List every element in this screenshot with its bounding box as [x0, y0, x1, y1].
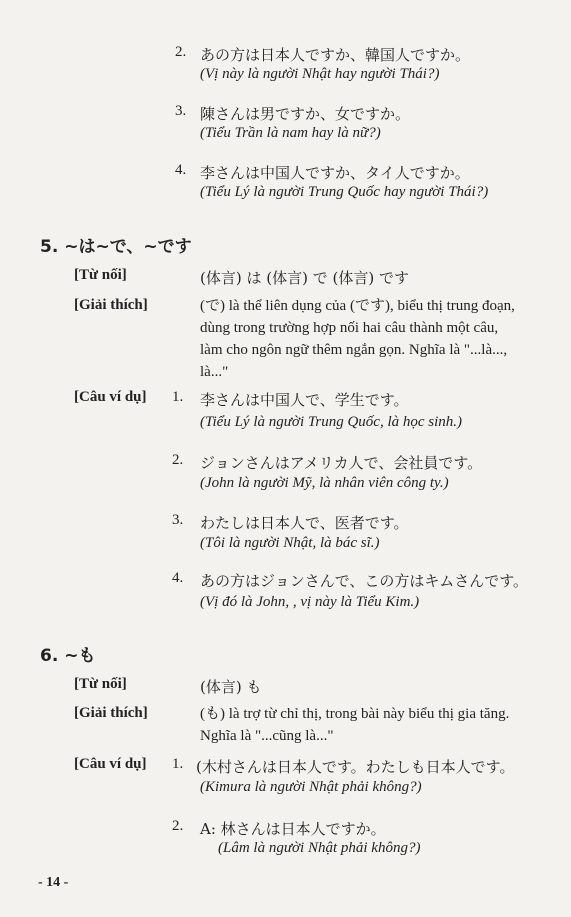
example-japanese: わたしは日本人で、医者です。 — [200, 514, 409, 532]
tu-noi-value: (体言) も — [200, 678, 262, 696]
explanation-line: Nghĩa là "...cũng là..." — [200, 728, 334, 744]
example-number: 1. — [172, 756, 184, 772]
example-translation: (Vị này là người Nhật hay người Thái?) — [200, 66, 440, 82]
explanation-line: (も) là trợ từ chỉ thị, trong bài này biểu thị gia tăng. — [200, 706, 510, 722]
cau-vi-du-label: [Câu ví dụ] — [74, 389, 147, 405]
example-number: 4. — [172, 570, 184, 586]
example-number: 3. — [172, 512, 184, 528]
example-japanese: 李さんは中国人で、学生です。 — [200, 391, 409, 409]
example-number: 2. — [175, 44, 187, 60]
example-number: 2. — [172, 452, 184, 468]
example-japanese: (木村さんは日本人です。わたしも日本人です。 — [196, 758, 515, 776]
example-translation: (Tiểu Lý là người Trung Quốc hay người Thái?) — [200, 184, 489, 200]
example-japanese: A: 林さんは日本人ですか。 — [200, 820, 386, 838]
example-number: 2. — [172, 818, 184, 834]
example-translation: (Tôi là người Nhật, là bác sĩ.) — [200, 535, 380, 551]
example-japanese: ジョンさんはアメリカ人で、会社員です。 — [200, 454, 483, 472]
giai-thich-label: [Giải thích] — [74, 705, 148, 721]
tu-noi-value: (体言) は (体言) で (体言) です — [200, 269, 409, 287]
explanation-line: là..." — [200, 364, 229, 380]
tu-noi-label: [Từ nối] — [74, 267, 127, 283]
giai-thich-text — [200, 703, 509, 747]
example-translation: (Tiểu Trần là nam hay là nữ?) — [200, 125, 381, 141]
explanation-line: (で) là thể liên dụng của (です), biểu thị trung đoạn, — [200, 298, 515, 314]
cau-vi-du-label: [Câu ví dụ] — [74, 756, 147, 772]
example-translation: (Kimura là người Nhật phải không?) — [200, 779, 422, 795]
example-translation: (Vị đó là John, , vị này là Tiểu Kim.) — [200, 594, 420, 610]
example-number: 1. — [172, 389, 184, 405]
explanation-line: làm cho ngôn ngữ thêm ngắn gọn. Nghĩa là "...là..., — [200, 342, 508, 358]
giai-thich-label: [Giải thích] — [74, 297, 148, 313]
example-japanese: 陳さんは男ですか、女ですか。 — [200, 105, 411, 123]
section-heading: 6. ~も — [40, 646, 96, 666]
example-japanese: あの方はジョンさんで、この方はキムさんです。 — [200, 572, 529, 590]
example-japanese: 李さんは中国人ですか、タイ人ですか。 — [200, 164, 470, 182]
example-translation: (Tiểu Lý là người Trung Quốc, là học sinh.) — [200, 414, 463, 430]
page-number: - 14 - — [38, 875, 69, 890]
section-heading: 5. ~は~で、~です — [40, 237, 192, 257]
example-translation: (Lâm là người Nhật phải không?) — [218, 840, 421, 856]
example-japanese: あの方は日本人ですか、韓国人ですか。 — [200, 46, 471, 64]
example-number: 4. — [175, 162, 187, 178]
giai-thich-text — [200, 295, 515, 383]
example-number: 3. — [175, 103, 187, 119]
example-translation: (John là người Mỹ, là nhân viên công ty.) — [200, 475, 449, 491]
tu-noi-label: [Từ nối] — [74, 676, 127, 692]
explanation-line: dùng trong trường hợp nối hai câu thành một câu, — [200, 320, 499, 336]
